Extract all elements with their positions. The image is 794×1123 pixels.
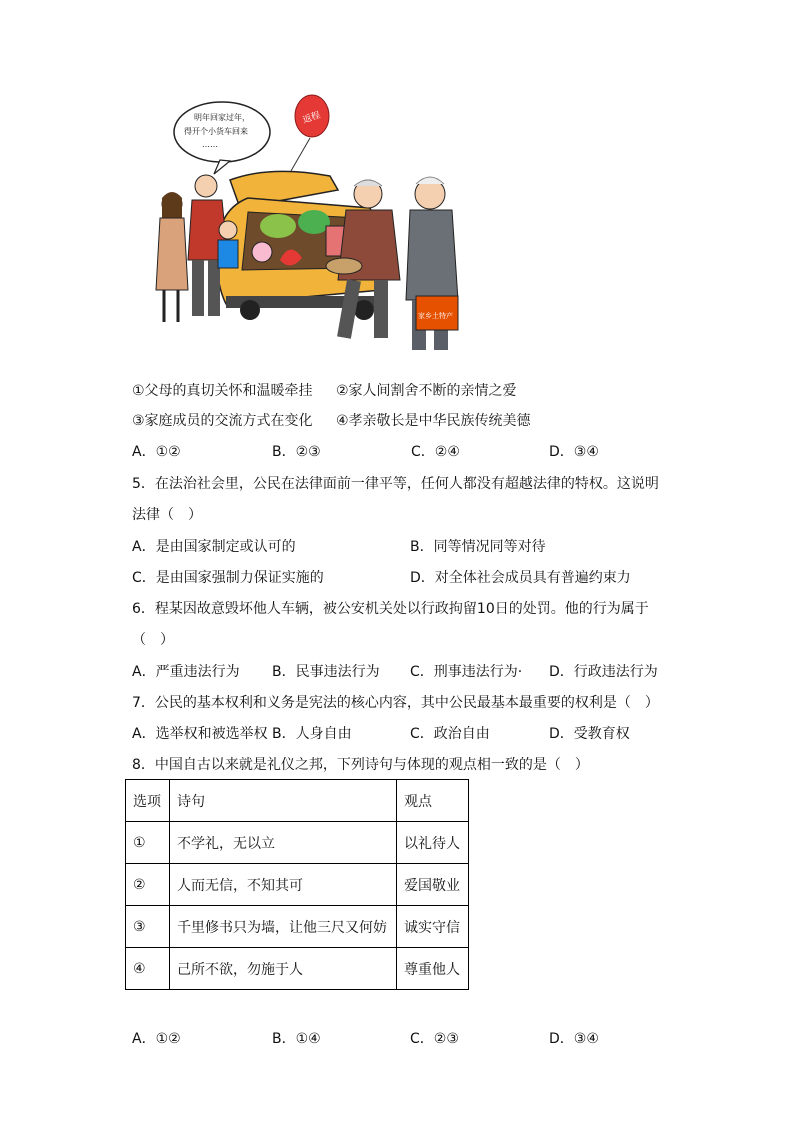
row-option: ①: [126, 822, 170, 864]
table-header-row: [126, 780, 469, 822]
q6-option-d: D．行政违法行为: [549, 664, 658, 680]
row-verse: 己所不欲，勿施于人: [170, 948, 397, 990]
q4-statement-3: ③家庭成员的交流方式在变化: [132, 413, 313, 429]
q8-option-d: D．③④: [549, 1031, 599, 1047]
speech-line-1: 明年回家过年，: [194, 113, 250, 122]
q5-stem-line-1: 5．在法治社会里，公民在法律面前一律平等，任何人都没有超越法律的特权。这说明: [132, 476, 659, 492]
table-row: [126, 822, 469, 864]
row-view: 以礼待人: [397, 822, 469, 864]
header-verse: 诗句: [170, 780, 397, 822]
balloon-text: 返程: [301, 110, 322, 126]
q4-statement-1: ①父母的真切关怀和温暖牵挂: [132, 383, 313, 399]
q7-option-a: A．选举权和被选举权: [132, 726, 268, 742]
row-option: ②: [126, 864, 170, 906]
q5-option-a: A．是由国家制定或认可的: [132, 539, 296, 555]
q4-option-a: A．①②: [132, 444, 181, 460]
q6-stem-line-1: 6．程某因故意毁坏他人车辆，被公安机关处以行政拘留10日的处罚。他的行为属于: [132, 601, 649, 617]
q5-stem-line-2: 法律（ ）: [132, 507, 202, 523]
q7-option-d: D．受教育权: [549, 726, 630, 742]
q7-option-b: B．人身自由: [272, 726, 352, 742]
q5-option-d: D．对全体社会成员具有普遍约束力: [410, 570, 631, 586]
q5-option-b: B．同等情况同等对待: [410, 539, 546, 555]
q8-option-b: B．①④: [272, 1031, 321, 1047]
q6-option-a: A．严重违法行为: [132, 664, 240, 680]
q4-option-c: C．②④: [411, 444, 460, 460]
table-row: [126, 906, 469, 948]
q6-option-c: C．刑事违法行为·: [410, 664, 523, 680]
q4-option-b: B．②③: [272, 444, 321, 460]
table-row: [126, 948, 469, 990]
q8-stem: 8．中国自古以来就是礼仪之邦，下列诗句与体现的观点相一致的是（ ）: [132, 757, 589, 773]
speech-bubble: [174, 102, 270, 174]
q7-stem: 7．公民的基本权利和义务是宪法的核心内容，其中公民最基本最重要的权利是（ ）: [132, 695, 659, 711]
q4-statement-2: ②家人间割舍不断的亲情之爱: [336, 383, 517, 399]
row-view: 爱国敬业: [397, 864, 469, 906]
q8-option-a: A．①②: [132, 1031, 181, 1047]
header-option: 选项: [126, 780, 170, 822]
row-option: ③: [126, 906, 170, 948]
row-option: ④: [126, 948, 170, 990]
q7-option-c: C．政治自由: [410, 726, 490, 742]
q8-table: [125, 779, 469, 990]
speech-line-3: ……: [202, 140, 218, 149]
grandfather: [406, 177, 458, 350]
q4-option-d: D．③④: [549, 444, 599, 460]
row-verse: 不学礼，无以立: [170, 822, 397, 864]
boy: [218, 221, 238, 268]
header-view: 观点: [397, 780, 469, 822]
row-verse: 人而无信，不知其可: [170, 864, 397, 906]
q6-stem-line-2: （ ）: [132, 632, 174, 648]
speech-line-2: 得开个小货车回来: [184, 127, 248, 136]
row-view: 尊重他人: [397, 948, 469, 990]
q8-option-c: C．②③: [410, 1031, 459, 1047]
q5-option-c: C．是由国家强制力保证实施的: [132, 570, 324, 586]
q6-option-b: B．民事违法行为: [272, 664, 380, 680]
table-row: [126, 864, 469, 906]
q4-statement-4: ④孝亲敬长是中华民族传统美德: [336, 413, 531, 429]
row-view: 诚实守信: [397, 906, 469, 948]
family-car-illustration: [130, 90, 470, 358]
bag-label: 家乡土特产: [418, 312, 453, 320]
young-woman: [156, 192, 188, 322]
row-verse: 千里修书只为墙，让他三尺又何妨: [170, 906, 397, 948]
